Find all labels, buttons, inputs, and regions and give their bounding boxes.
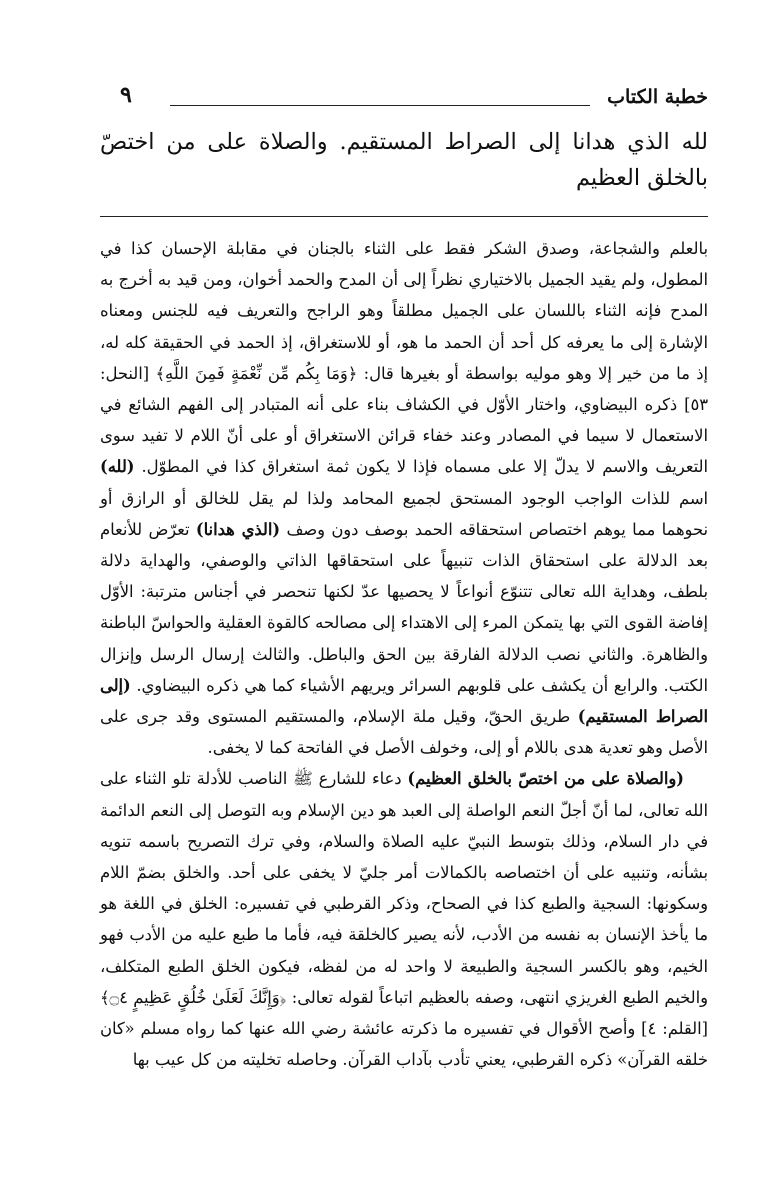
lemma-alladhi-hadana: (الذي هدانا)	[195, 519, 281, 539]
commentary-text: تعرّض للأنعام بعد الدلالة على استحقاق الذات تنبيهاً على استحقاقها الذاتي والوصفي، والهداية دلالة بلطف، وهداية الله تعالى تتنوّع أنواعاً لا يحصيها عدّ لكنها تنحصر في أجناس مترتبة: الأوّل إفاضة القوى التي بها يتمكن المرء إلى الاهتداء إلى مصالحه كالقوة العقلية والحواسّ الباطنة والظاهرة. والثاني نصب الدلالة الفارقة بين الحق والباطل. والثالث إرسال الرسل وإنزال الكتب. والرابع أن يكشف على قلوبهم السرائر ويريهم الأشياء كما هي ذكره البيضاوي.	[100, 519, 708, 695]
commentary-text: دعاء للشارع ﷺ الناصب للأدلة تلو الثناء على الله تعالى، لما أنّ أجلّ النعم الواصلة إلى العبد هو دين الإسلام وبه التوصل إلى النعم الدائمة في دار السلام، وذلك بتوسط النبيّ عليه الصلاة والسلام، وفي ترك التصريح باسمه تنويه بشأنه، وتنبيه على أن اختصاصه بالكمالات أمر جليّ لا يخفى على أحد. والخلق بضمّ اللام وسكونها: السجية والطبع كذا في الصحاح، وذكر القرطبي في تفسيره: الخلق في اللغة هو ما يأخذ الإنسان به نفسه من الأدب، لأنه يصير كالخلقة فيه، فأما ما طبع عليه من الأدب فهو الخيم، وهو بالكسر السجية والطبيعة لا واحد له من لفظه، فيكون الخلق الطبع المتكلف، والخيم الطبع الغريزي انتهى، وصفه بالعظيم اتباعاً لقوله تعالى: ﴿وَإِنَّكَ لَعَلَىٰ خُلُقٍ عَظِيمٍ ۝٤﴾ [القلم: ٤] وأصح الأقوال في تفسيره ما ذكرته عائشة رضي الله عنها كما رواه مسلم «كان خلقه القرآن» ذكره القرطبي، يعني تأدب بآداب القرآن. وحاصله تخليته من كل عيب بها	[100, 769, 708, 1070]
lemma-al-sirat: (إلى الصراط المستقيم)	[100, 675, 708, 727]
text-separator-rule	[100, 216, 708, 217]
header-rule	[170, 105, 590, 106]
commentary-paragraph-1	[100, 233, 708, 763]
commentary-text: بالعلم والشجاعة، وصدق الشكر فقط على الثناء بالجنان في مقابلة الإحسان كذا في المطول، ولم يقيد الجميل بالاختياري نظراً إلى أن المدح والحمد أخوان، ومن قيد به أخرج به المدح فإنه الثناء باللسان على الجميل مطلقاً وهو الراجح والتعريف فيه للجنس ومعناه الإشارة إلى ما يعرفه كل أحد أن الحمد ما هو، أو للاستغراق، إذ الحمد في الحقيقة كله له، إذ ما من خير إلا وهو موليه بواسطة أو بغيرها قال: ﴿وَمَا بِكُم مِّن نِّعْمَةٍ فَمِنَ اللَّهِ﴾ [النحل: ٥٣] ذكره البيضاوي، واختار الأوّل في الكشاف بناء على أنه المتبادر إلى الفهم الشائع في الاستعمال لا سيما في المصادر وعند خفاء قرائن الاستغراق أو على أنّ اللام لا تفيد سوى التعريف والاسم لا يدلّ إلا على مسماه فإذا لا يكون ثمة استغراق كذا في المطوّل.	[100, 239, 708, 477]
lemma-al-salat: (والصلاة على من اختصّ بالخلق العظيم)	[407, 769, 684, 789]
commentary-text: اسم للذات الواجب الوجود المستحق لجميع المحامد ولذا لم يقل للخالق أو الرازق أو نحوهما مما يوهم اختصاص استحقاقه الحمد بوصف دون وصف	[100, 488, 708, 539]
page-number: ٩	[120, 82, 132, 108]
commentary-text: طريق الحقّ، وقيل ملة الإسلام، والمستقيم المستوى وقد جرى على الأصل وهو تعدية هدى باللام أو إلى، وخولف الأصل في الفاتحة كما لا يخفى.	[100, 707, 708, 758]
chapter-title: خطبة الكتاب	[607, 86, 708, 108]
lemma-allah: (لله)	[100, 457, 135, 477]
commentary-block	[100, 233, 708, 1075]
main-text-line: لله الذي هدانا إلى الصراط المستقيم. والصلاة على من اختصّ بالخلق العظيم	[100, 129, 708, 191]
commentary-paragraph-2	[100, 763, 708, 1075]
running-header	[100, 82, 708, 116]
